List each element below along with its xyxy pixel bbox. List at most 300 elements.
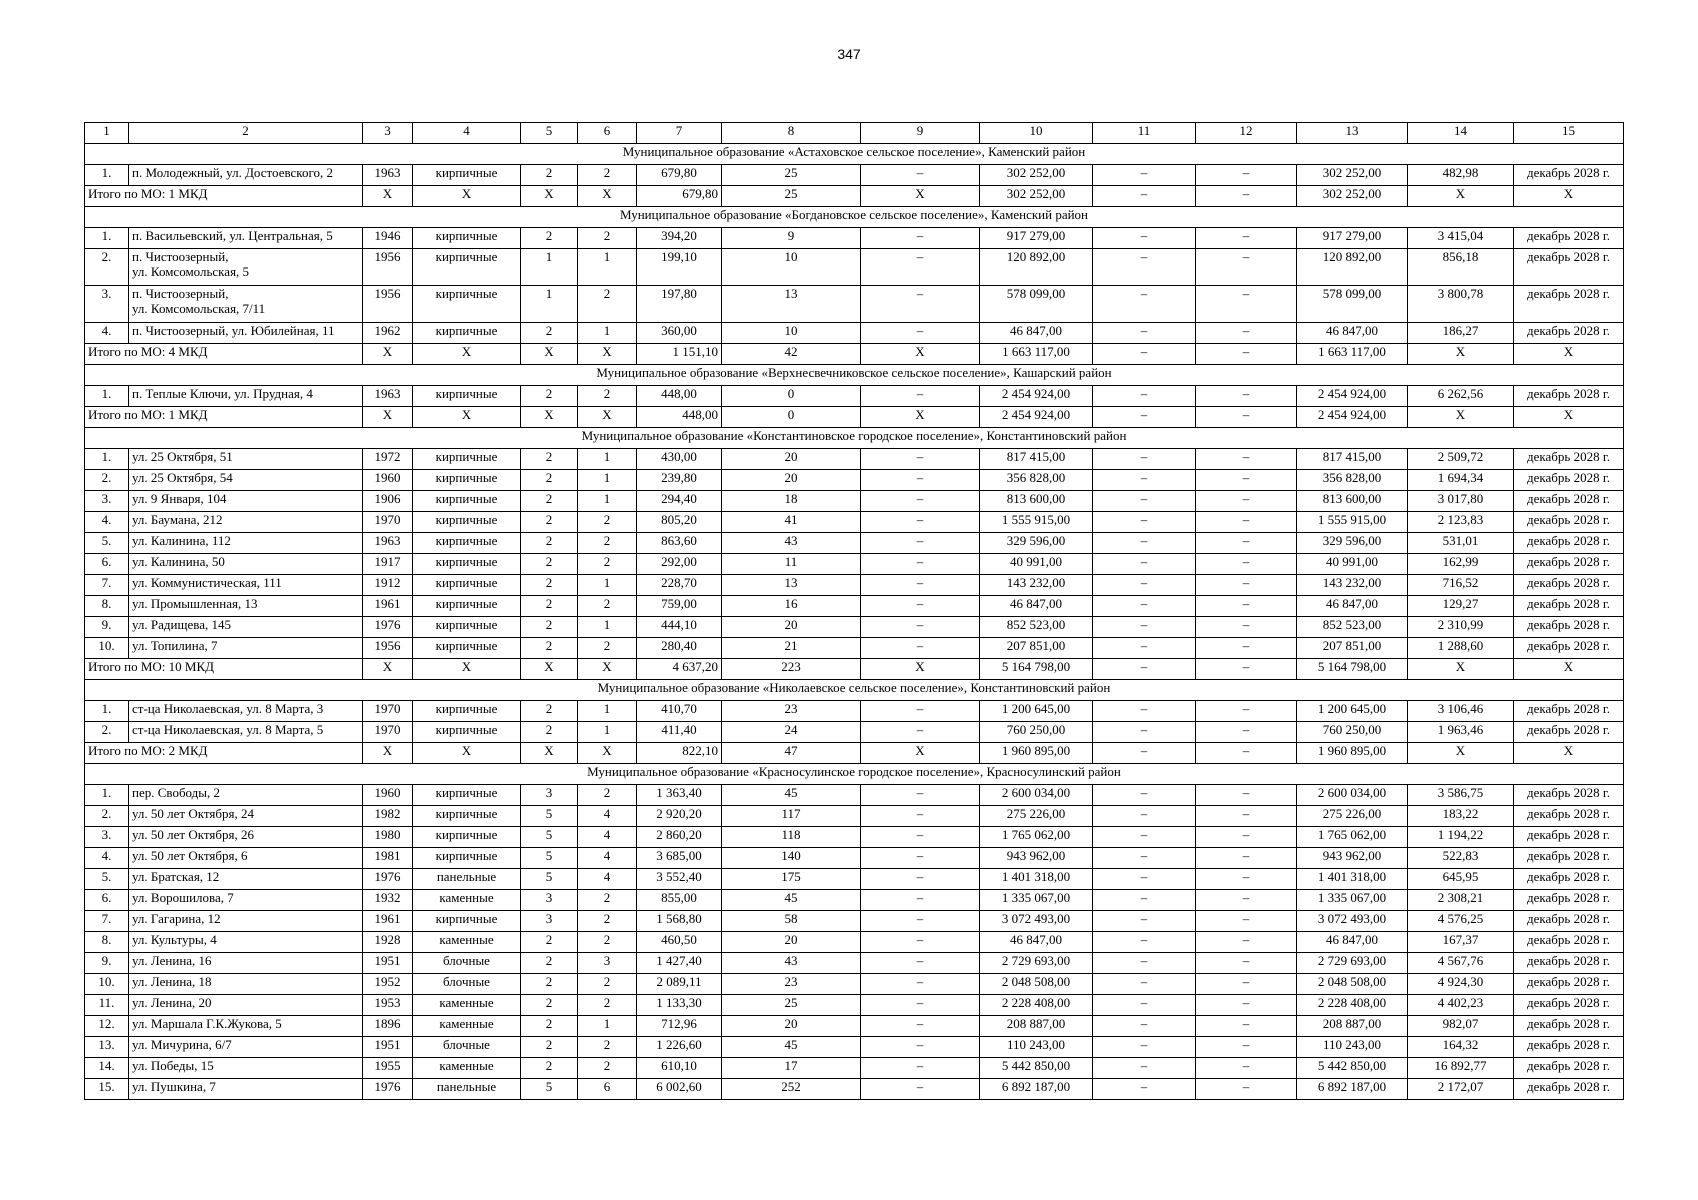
table-row xyxy=(85,533,1624,554)
table-cell: 1 568,80 xyxy=(637,911,722,932)
table-cell: 2 xyxy=(521,165,578,186)
header-cell: 7 xyxy=(637,123,722,144)
table-cell: – xyxy=(1196,1016,1297,1037)
table-cell: – xyxy=(1093,638,1196,659)
table-cell: – xyxy=(1196,575,1297,596)
total-cell: X xyxy=(413,344,521,365)
table-row xyxy=(85,701,1624,722)
table-cell: 460,50 xyxy=(637,932,722,953)
table-cell: – xyxy=(861,869,980,890)
table-cell: 2 729 693,00 xyxy=(1297,953,1408,974)
table-cell: декабрь 2028 г. xyxy=(1514,575,1624,596)
table-cell: – xyxy=(1093,827,1196,848)
table-cell: 208 887,00 xyxy=(1297,1016,1408,1037)
table-cell: 2 xyxy=(578,1037,637,1058)
table-cell: 10 xyxy=(722,323,861,344)
table-cell: 110 243,00 xyxy=(1297,1037,1408,1058)
table-cell: 9. xyxy=(85,953,129,974)
table-cell: – xyxy=(1196,165,1297,186)
total-cell: 1 960 895,00 xyxy=(1297,743,1408,764)
table-cell: 20 xyxy=(722,1016,861,1037)
header-cell: 12 xyxy=(1196,123,1297,144)
table-cell: 716,52 xyxy=(1408,575,1514,596)
table-cell: – xyxy=(861,974,980,995)
section-title: Муниципальное образование «Николаевское сельское поселение», Константиновский район xyxy=(85,680,1624,701)
table-cell: 356 828,00 xyxy=(980,470,1093,491)
table-cell: – xyxy=(1093,596,1196,617)
table-cell: 20 xyxy=(722,470,861,491)
address-cell: ул. 25 Октября, 54 xyxy=(129,470,363,491)
table-cell: 1962 xyxy=(363,323,413,344)
total-cell: 1 663 117,00 xyxy=(980,344,1093,365)
address-cell: п. Молодежный, ул. Достоевского, 2 xyxy=(129,165,363,186)
table-cell: 852 523,00 xyxy=(980,617,1093,638)
table-cell: – xyxy=(1093,806,1196,827)
table-cell: 448,00 xyxy=(637,386,722,407)
table-cell: 2 xyxy=(521,974,578,995)
table-cell: 4 924,30 xyxy=(1408,974,1514,995)
table-cell: 1 xyxy=(521,249,578,286)
table-row xyxy=(85,995,1624,1016)
table-cell: 18 xyxy=(722,491,861,512)
table-cell: 4 567,76 xyxy=(1408,953,1514,974)
table-cell: 3 552,40 xyxy=(637,869,722,890)
table-cell: – xyxy=(1093,512,1196,533)
table-row xyxy=(85,228,1624,249)
table-cell: 813 600,00 xyxy=(980,491,1093,512)
table-cell: декабрь 2028 г. xyxy=(1514,617,1624,638)
table-cell: – xyxy=(1093,449,1196,470)
table-cell: декабрь 2028 г. xyxy=(1514,386,1624,407)
table-cell: декабрь 2028 г. xyxy=(1514,554,1624,575)
table-cell: – xyxy=(1093,1016,1196,1037)
table-cell: 129,27 xyxy=(1408,596,1514,617)
table-cell: блочные xyxy=(413,974,521,995)
table-row xyxy=(85,848,1624,869)
total-cell: 5 164 798,00 xyxy=(980,659,1093,680)
total-cell: 223 xyxy=(722,659,861,680)
housing-table xyxy=(84,122,1624,1100)
table-cell: 1 194,22 xyxy=(1408,827,1514,848)
address-cell: ул. 25 Октября, 51 xyxy=(129,449,363,470)
table-cell: 1961 xyxy=(363,911,413,932)
table-cell: блочные xyxy=(413,953,521,974)
table-cell: 13 xyxy=(722,286,861,323)
total-cell: 302 252,00 xyxy=(1297,186,1408,207)
table-cell: 2 xyxy=(578,596,637,617)
total-cell: X xyxy=(363,407,413,428)
table-cell: – xyxy=(1196,554,1297,575)
total-cell: X xyxy=(1408,743,1514,764)
table-cell: декабрь 2028 г. xyxy=(1514,785,1624,806)
table-cell: 2 172,07 xyxy=(1408,1079,1514,1100)
table-cell: 10. xyxy=(85,638,129,659)
table-cell: 2 xyxy=(521,575,578,596)
table-cell: – xyxy=(1093,228,1196,249)
table-cell: 20 xyxy=(722,932,861,953)
total-cell: – xyxy=(1196,743,1297,764)
table-cell: 207 851,00 xyxy=(980,638,1093,659)
table-cell: 2 xyxy=(578,638,637,659)
table-row xyxy=(85,249,1624,286)
table-cell: 1 427,40 xyxy=(637,953,722,974)
table-cell: 1 963,46 xyxy=(1408,722,1514,743)
table-cell: 3 xyxy=(578,953,637,974)
total-row xyxy=(85,407,1624,428)
table-cell: 1960 xyxy=(363,785,413,806)
table-cell: 275 226,00 xyxy=(1297,806,1408,827)
table-cell: декабрь 2028 г. xyxy=(1514,165,1624,186)
table-cell: 2 xyxy=(521,491,578,512)
table-cell: 2 454 924,00 xyxy=(1297,386,1408,407)
table-cell: 183,22 xyxy=(1408,806,1514,827)
table-cell: – xyxy=(1196,449,1297,470)
table-cell: 329 596,00 xyxy=(1297,533,1408,554)
table-row xyxy=(85,554,1624,575)
table-row xyxy=(85,785,1624,806)
table-cell: 2 xyxy=(578,995,637,1016)
table-cell: 2 xyxy=(521,512,578,533)
total-cell: X xyxy=(578,659,637,680)
table-cell: 410,70 xyxy=(637,701,722,722)
table-cell: декабрь 2028 г. xyxy=(1514,827,1624,848)
table-cell: – xyxy=(1093,995,1196,1016)
table-cell: 2 920,20 xyxy=(637,806,722,827)
total-cell: – xyxy=(1196,659,1297,680)
total-cell: X xyxy=(363,743,413,764)
table-row xyxy=(85,449,1624,470)
address-cell: ул. Ленина, 18 xyxy=(129,974,363,995)
table-cell: 2 xyxy=(521,323,578,344)
table-cell: 162,99 xyxy=(1408,554,1514,575)
total-cell: – xyxy=(1196,344,1297,365)
table-cell: – xyxy=(1196,323,1297,344)
table-cell: – xyxy=(1196,1037,1297,1058)
table-cell: 1956 xyxy=(363,638,413,659)
table-cell: – xyxy=(861,638,980,659)
table-cell: – xyxy=(1093,286,1196,323)
table-cell: 3 106,46 xyxy=(1408,701,1514,722)
total-cell: X xyxy=(363,344,413,365)
total-cell: 2 454 924,00 xyxy=(980,407,1093,428)
table-cell: декабрь 2028 г. xyxy=(1514,995,1624,1016)
table-cell: 3 685,00 xyxy=(637,848,722,869)
table-cell: 760 250,00 xyxy=(980,722,1093,743)
table-cell: 2 xyxy=(578,785,637,806)
table-cell: 1 401 318,00 xyxy=(980,869,1093,890)
table-row xyxy=(85,1037,1624,1058)
table-cell: 4. xyxy=(85,512,129,533)
table-cell: 2 xyxy=(521,386,578,407)
table-cell: 1906 xyxy=(363,491,413,512)
table-cell: кирпичные xyxy=(413,806,521,827)
table-cell: кирпичные xyxy=(413,638,521,659)
total-cell: X xyxy=(578,344,637,365)
table-cell: 58 xyxy=(722,911,861,932)
header-cell: 9 xyxy=(861,123,980,144)
address-cell: ул. Радищева, 145 xyxy=(129,617,363,638)
table-cell: 2 xyxy=(521,533,578,554)
total-cell: 822,10 xyxy=(637,743,722,764)
table-cell: 46 847,00 xyxy=(1297,323,1408,344)
table-cell: 6. xyxy=(85,890,129,911)
address-cell: п. Васильевский, ул. Центральная, 5 xyxy=(129,228,363,249)
table-cell: – xyxy=(1196,1079,1297,1100)
table-row xyxy=(85,911,1624,932)
table-row xyxy=(85,638,1624,659)
table-cell: 917 279,00 xyxy=(1297,228,1408,249)
table-cell: декабрь 2028 г. xyxy=(1514,1037,1624,1058)
table-cell: 164,32 xyxy=(1408,1037,1514,1058)
total-label: Итого по МО: 4 МКД xyxy=(85,344,363,365)
table-cell: 943 962,00 xyxy=(1297,848,1408,869)
header-row xyxy=(85,123,1624,144)
table-cell: 2 xyxy=(578,228,637,249)
table-cell: – xyxy=(861,575,980,596)
table-cell: 2 xyxy=(521,995,578,1016)
table-cell: 817 415,00 xyxy=(1297,449,1408,470)
table-cell: – xyxy=(1093,323,1196,344)
address-line: п. Чистоозерный, xyxy=(132,249,229,264)
total-cell: X xyxy=(1408,407,1514,428)
table-cell: 645,95 xyxy=(1408,869,1514,890)
table-cell: 3 xyxy=(521,890,578,911)
table-cell: 817 415,00 xyxy=(980,449,1093,470)
table-cell: 1 335 067,00 xyxy=(1297,890,1408,911)
total-cell: X xyxy=(1514,659,1624,680)
total-row xyxy=(85,344,1624,365)
table-cell: 120 892,00 xyxy=(980,249,1093,286)
table-cell: 207 851,00 xyxy=(1297,638,1408,659)
table-cell: – xyxy=(1093,165,1196,186)
table-cell: – xyxy=(1196,869,1297,890)
total-cell: X xyxy=(861,186,980,207)
table-cell: декабрь 2028 г. xyxy=(1514,533,1624,554)
table-cell: 2 xyxy=(578,911,637,932)
table-cell: 16 xyxy=(722,596,861,617)
table-cell: 2 729 693,00 xyxy=(980,953,1093,974)
table-row xyxy=(85,827,1624,848)
table-cell: 12. xyxy=(85,1016,129,1037)
table-cell: декабрь 2028 г. xyxy=(1514,596,1624,617)
table-cell: – xyxy=(861,785,980,806)
table-cell: – xyxy=(1093,554,1196,575)
table-cell: 1 133,30 xyxy=(637,995,722,1016)
table-cell: 2 xyxy=(521,449,578,470)
table-cell: 292,00 xyxy=(637,554,722,575)
table-row xyxy=(85,386,1624,407)
header-cell: 14 xyxy=(1408,123,1514,144)
table-row xyxy=(85,286,1624,323)
header-cell: 5 xyxy=(521,123,578,144)
total-cell: 5 164 798,00 xyxy=(1297,659,1408,680)
table-cell: 5 xyxy=(521,848,578,869)
table-cell: 5. xyxy=(85,533,129,554)
table-cell: 40 991,00 xyxy=(980,554,1093,575)
table-cell: 329 596,00 xyxy=(980,533,1093,554)
table-cell: – xyxy=(1093,911,1196,932)
total-cell: 1 151,10 xyxy=(637,344,722,365)
table-cell: 43 xyxy=(722,953,861,974)
table-cell: кирпичные xyxy=(413,575,521,596)
total-cell: X xyxy=(1408,186,1514,207)
table-cell: 712,96 xyxy=(637,1016,722,1037)
table-row xyxy=(85,806,1624,827)
table-cell: 9. xyxy=(85,617,129,638)
table-cell: 6. xyxy=(85,554,129,575)
table-cell: – xyxy=(861,286,980,323)
table-cell: кирпичные xyxy=(413,554,521,575)
table-cell: 3 415,04 xyxy=(1408,228,1514,249)
table-cell: 1 xyxy=(578,449,637,470)
table-cell: 444,10 xyxy=(637,617,722,638)
table-row xyxy=(85,1079,1624,1100)
table-cell: декабрь 2028 г. xyxy=(1514,512,1624,533)
table-cell: 13. xyxy=(85,1037,129,1058)
table-cell: 4 576,25 xyxy=(1408,911,1514,932)
table-cell: декабрь 2028 г. xyxy=(1514,722,1624,743)
table-cell: – xyxy=(861,890,980,911)
table-cell: 4. xyxy=(85,848,129,869)
table-cell: 5 xyxy=(521,1079,578,1100)
header-cell: 6 xyxy=(578,123,637,144)
table-cell: 4 xyxy=(578,869,637,890)
table-cell: 25 xyxy=(722,165,861,186)
table-cell: 120 892,00 xyxy=(1297,249,1408,286)
table-cell: 1 xyxy=(578,722,637,743)
table-cell: 1 xyxy=(578,1016,637,1037)
table-cell: 863,60 xyxy=(637,533,722,554)
total-cell: 2 454 924,00 xyxy=(1297,407,1408,428)
table-cell: 760 250,00 xyxy=(1297,722,1408,743)
table-cell: 805,20 xyxy=(637,512,722,533)
table-cell: 1928 xyxy=(363,932,413,953)
table-cell: кирпичные xyxy=(413,827,521,848)
address-cell: ул. Маршала Г.К.Жукова, 5 xyxy=(129,1016,363,1037)
table-cell: 46 847,00 xyxy=(980,932,1093,953)
table-row xyxy=(85,953,1624,974)
table-cell: 2 xyxy=(578,386,637,407)
table-cell: 2. xyxy=(85,722,129,743)
table-cell: – xyxy=(861,449,980,470)
table-cell: 23 xyxy=(722,701,861,722)
table-cell: 852 523,00 xyxy=(1297,617,1408,638)
table-cell: – xyxy=(1196,932,1297,953)
table-cell: 3 xyxy=(521,911,578,932)
table-cell: 4 xyxy=(578,806,637,827)
address-line: п. Чистоозерный, xyxy=(132,286,229,301)
table-cell: кирпичные xyxy=(413,596,521,617)
address-cell: ул. Братская, 12 xyxy=(129,869,363,890)
table-cell: 3 072 493,00 xyxy=(980,911,1093,932)
table-cell: 2 xyxy=(521,554,578,575)
table-cell: 1932 xyxy=(363,890,413,911)
table-cell: – xyxy=(1093,974,1196,995)
table-cell: 10. xyxy=(85,974,129,995)
table-cell: кирпичные xyxy=(413,386,521,407)
table-cell: – xyxy=(861,848,980,869)
address-cell xyxy=(129,249,363,286)
address-cell: ул. Ленина, 20 xyxy=(129,995,363,1016)
total-cell: X xyxy=(413,659,521,680)
table-cell: 46 847,00 xyxy=(1297,932,1408,953)
table-cell: 2 509,72 xyxy=(1408,449,1514,470)
table-cell: декабрь 2028 г. xyxy=(1514,953,1624,974)
total-row xyxy=(85,743,1624,764)
total-cell: X xyxy=(521,659,578,680)
table-cell: 1963 xyxy=(363,165,413,186)
table-cell: кирпичные xyxy=(413,911,521,932)
table-cell: 6 892 187,00 xyxy=(1297,1079,1408,1100)
total-label: Итого по МО: 1 МКД xyxy=(85,407,363,428)
table-cell: 1 765 062,00 xyxy=(980,827,1093,848)
address-cell: ул. 9 Января, 104 xyxy=(129,491,363,512)
address-cell: ул. 50 лет Октября, 26 xyxy=(129,827,363,848)
table-cell: – xyxy=(1093,848,1196,869)
table-cell: 186,27 xyxy=(1408,323,1514,344)
table-cell: 2 xyxy=(578,165,637,186)
table-cell: 16 892,77 xyxy=(1408,1058,1514,1079)
table-cell: 2 308,21 xyxy=(1408,890,1514,911)
table-cell: – xyxy=(861,617,980,638)
header-cell: 1 xyxy=(85,123,129,144)
table-cell: 394,20 xyxy=(637,228,722,249)
table-cell: 8. xyxy=(85,932,129,953)
table-cell: 1970 xyxy=(363,512,413,533)
total-row xyxy=(85,659,1624,680)
total-cell: 47 xyxy=(722,743,861,764)
table-cell: 2 310,99 xyxy=(1408,617,1514,638)
table-cell: 23 xyxy=(722,974,861,995)
table-cell: 4 xyxy=(578,827,637,848)
table-cell: 7. xyxy=(85,575,129,596)
total-cell: X xyxy=(363,659,413,680)
table-cell: 175 xyxy=(722,869,861,890)
table-cell: 917 279,00 xyxy=(980,228,1093,249)
address-cell: ул. Калинина, 112 xyxy=(129,533,363,554)
table-cell: 1 xyxy=(578,575,637,596)
total-cell: X xyxy=(413,743,521,764)
table-cell: – xyxy=(1196,1058,1297,1079)
table-cell: – xyxy=(861,596,980,617)
table-cell: декабрь 2028 г. xyxy=(1514,806,1624,827)
section-title: Муниципальное образование «Константиновское городское поселение», Константиновский район xyxy=(85,428,1624,449)
table-row xyxy=(85,491,1624,512)
table-cell: 1 xyxy=(578,617,637,638)
table-cell: 2 xyxy=(521,1037,578,1058)
header-cell: 3 xyxy=(363,123,413,144)
table-cell: 578 099,00 xyxy=(1297,286,1408,323)
table-cell: 197,80 xyxy=(637,286,722,323)
table-cell: 982,07 xyxy=(1408,1016,1514,1037)
table-cell: 855,00 xyxy=(637,890,722,911)
table-row xyxy=(85,617,1624,638)
total-cell: X xyxy=(1514,186,1624,207)
total-cell: X xyxy=(363,186,413,207)
table-cell: 1963 xyxy=(363,533,413,554)
table-cell: 1. xyxy=(85,701,129,722)
table-cell: каменные xyxy=(413,1058,521,1079)
table-row xyxy=(85,1016,1624,1037)
table-cell: 13 xyxy=(722,575,861,596)
total-row xyxy=(85,186,1624,207)
table-cell: кирпичные xyxy=(413,785,521,806)
table-cell: 1896 xyxy=(363,1016,413,1037)
table-cell: – xyxy=(861,1058,980,1079)
table-cell: 1 xyxy=(578,249,637,286)
table-cell: 2 xyxy=(578,932,637,953)
table-cell: – xyxy=(1093,722,1196,743)
